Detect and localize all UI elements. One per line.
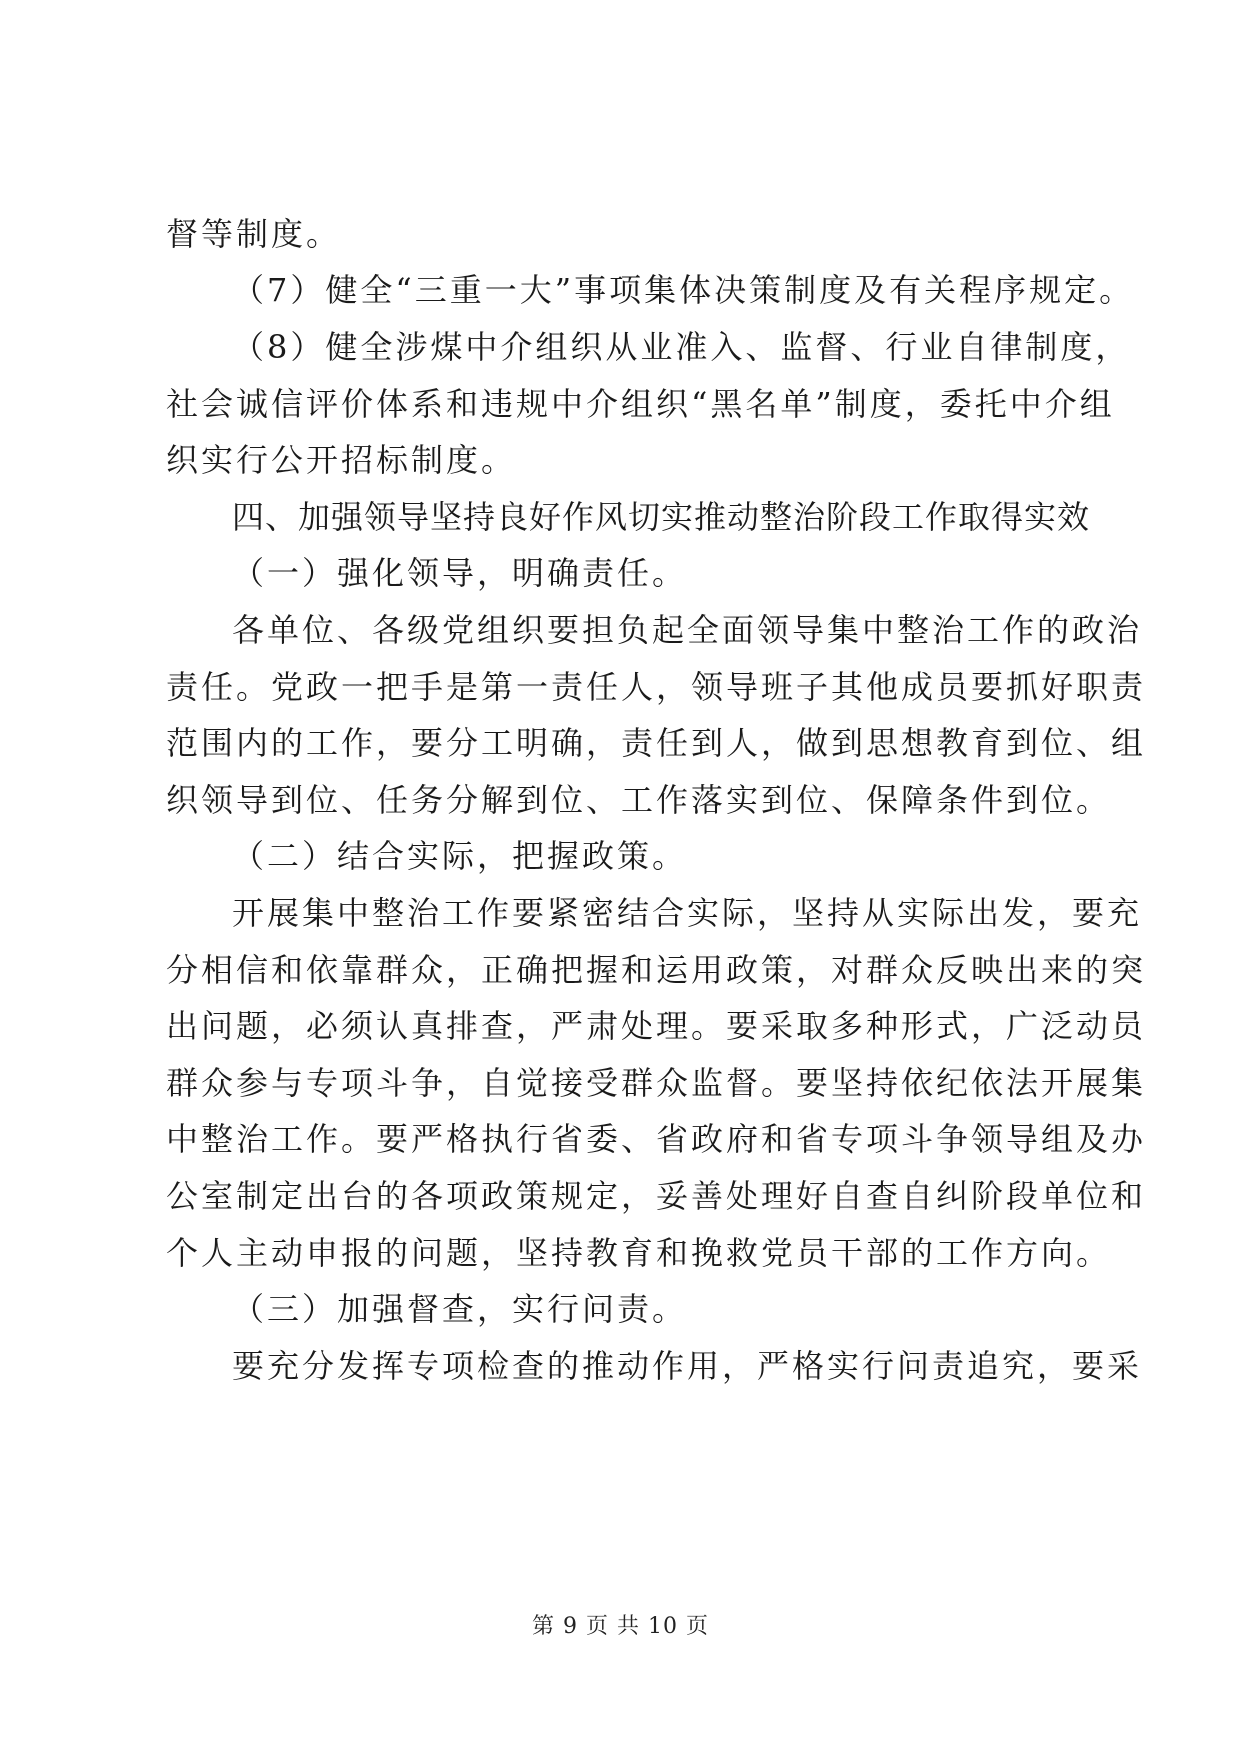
body-text-line: 责任。党政一把手是第一责任人，领导班子其他成员要抓好职责 [166, 668, 1147, 706]
paragraph-first-line: 要充分发挥专项检查的推动作用，严格实行问责追究，要采 [232, 1347, 1143, 1385]
body-text-line: 个人主动申报的问题，坚持教育和挽救党员干部的工作方向。 [166, 1234, 1112, 1272]
paragraph-first-line: 开展集中整治工作要紧密结合实际，坚持从实际出发，要充 [232, 894, 1143, 932]
body-text-line: 中整治工作。要严格执行省委、省政府和省专项斗争领导组及办 [166, 1120, 1147, 1158]
body-text-line: 群众参与专项斗争，自觉接受群众监督。要坚持依纪依法开展集 [166, 1064, 1147, 1102]
body-text-line: 织领导到位、任务分解到位、工作落实到位、保障条件到位。 [166, 781, 1112, 819]
body-text-line: 出问题，必须认真排查，严肃处理。要采取多种形式，广泛动员 [166, 1007, 1147, 1045]
body-text-line: 社会诚信评价体系和违规中介组织“黑名单”制度，委托中介组 [166, 385, 1115, 423]
subsection-heading: （一）强化领导，明确责任。 [232, 554, 688, 592]
subsection-heading: （三）加强督查，实行问责。 [232, 1290, 688, 1328]
list-item-8: （8）健全涉煤中介组织从业准入、监督、行业自律制度， [232, 328, 1131, 366]
list-item-7: （7）健全“三重一大”事项集体决策制度及有关程序规定。 [232, 271, 1135, 309]
body-text-line: 督等制度。 [166, 215, 342, 253]
paragraph-first-line: 各单位、各级党组织要担负起全面领导集中整治工作的政治 [232, 611, 1143, 649]
body-text-line: 范围内的工作，要分工明确，责任到人，做到思想教育到位、组 [166, 724, 1147, 762]
body-text-line: 公室制定出台的各项政策规定，妥善处理好自查自纠阶段单位和 [166, 1177, 1147, 1215]
subsection-heading: （二）结合实际，把握政策。 [232, 837, 688, 875]
section-heading: 四、加强领导坚持良好作风切实推动整治阶段工作取得实效 [232, 498, 1091, 536]
body-text-line: 织实行公开招标制度。 [166, 441, 517, 479]
body-text-line: 分相信和依靠群众，正确把握和运用政策，对群众反映出来的突 [166, 951, 1147, 989]
page-number-footer: 第 9 页 共 10 页 [532, 1614, 709, 1639]
